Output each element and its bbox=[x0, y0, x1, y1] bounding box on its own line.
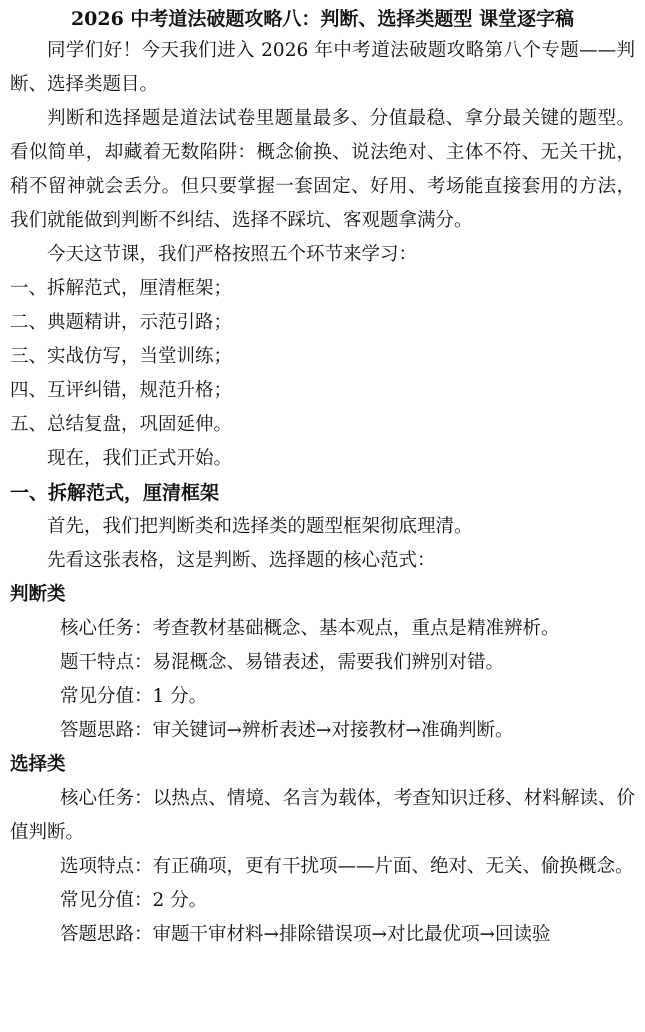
intro-paragraph-3: 今天这节课，我们严格按照五个环节来学习： bbox=[47, 244, 418, 265]
step-item-2: 二、典题精讲，示范引路； bbox=[10, 312, 233, 333]
judgment-heading: 判断类 bbox=[10, 584, 66, 605]
section-heading: 一、拆解范式，厘清框架 bbox=[10, 482, 220, 504]
choice-item-score: 常见分值：2 分。 bbox=[59, 890, 208, 911]
section-paragraph-2: 先看这张表格，这是判断、选择题的核心范式： bbox=[47, 550, 436, 571]
step-item-3: 三、实战仿写，当堂训练； bbox=[10, 346, 233, 367]
judgment-item-stem: 题干特点：易混概念、易错表述，需要我们辨别对错。 bbox=[59, 652, 504, 673]
step-item-1: 一、拆解范式，厘清框架； bbox=[10, 278, 233, 299]
step-item-5: 五、总结复盘，巩固延伸。 bbox=[10, 414, 233, 435]
choice-item-approach: 答题思路：审题干审材料→排除错误项→对比最优项→回读验 bbox=[59, 924, 551, 945]
choice-item-task: 核心任务：以热点、情境、名言为载体，考查知识迁移、材料解读、价值判断。 bbox=[10, 788, 635, 843]
choice-heading: 选择类 bbox=[10, 754, 66, 775]
section-paragraph-1: 首先，我们把判断类和选择类的题型框架彻底理清。 bbox=[47, 516, 473, 537]
intro-paragraph-1: 同学们好！今天我们进入 2026 年中考道法破题攻略第八个专题——判断、选择类题目。 bbox=[10, 40, 635, 95]
document-title: 2026 中考道法破题攻略八：判断、选择类题型 课堂逐字稿 bbox=[70, 8, 575, 30]
intro-paragraph-2: 判断和选择题是道法试卷里题量最多、分值最稳、拿分最关键的题型。看似简单，却藏着无数陷阱：概念偷换、说法绝对、主体不符、无关干扰，稍不留神就会丢分。但只要掌握一套固定、好用、考场能直接套用的方法，我们就能做到判断不纠结、选择不踩坑、客观题拿满分。 bbox=[10, 108, 635, 231]
judgment-item-task: 核心任务：考查教材基础概念、基本观点，重点是精准辨析。 bbox=[59, 618, 560, 639]
judgment-item-approach: 答题思路：审关键词→辨析表述→对接教材→准确判断。 bbox=[59, 720, 514, 741]
choice-item-options: 选项特点：有正确项，更有干扰项——片面、绝对、无关、偷换概念。 bbox=[59, 856, 634, 877]
step-item-4: 四、互评纠错，规范升格； bbox=[10, 380, 233, 401]
start-line: 现在，我们正式开始。 bbox=[47, 448, 233, 469]
judgment-item-score: 常见分值：1 分。 bbox=[59, 686, 208, 707]
